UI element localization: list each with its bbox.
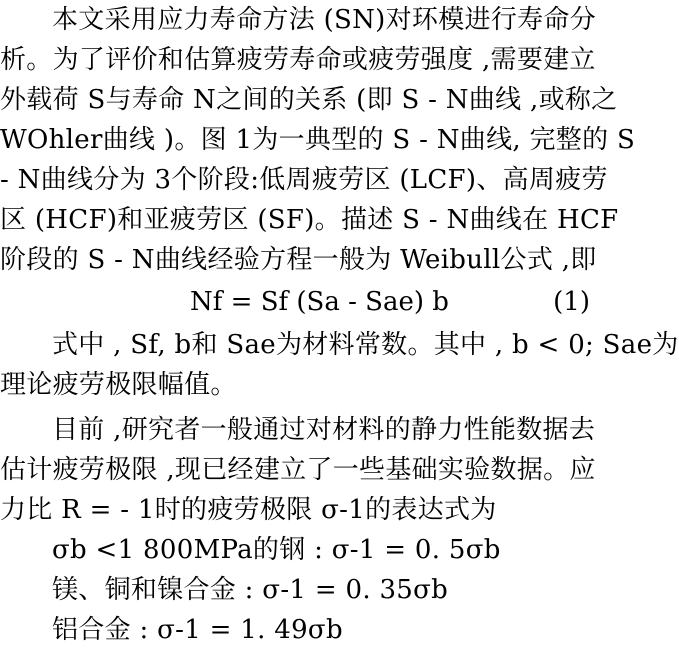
weibull-equation: Nf = Sf (Sa - Sae) b	[190, 287, 449, 317]
text-line	[0, 80, 618, 120]
formula-line	[0, 610, 600, 650]
text-line	[0, 160, 608, 200]
text-line	[0, 410, 600, 450]
line-text: 力比 R = - 1时的疲劳极限 σ-1的表达式为	[0, 495, 497, 525]
line-text: 本文采用应力寿命方法 (SN)对环模进行寿命分	[52, 5, 597, 35]
text-line	[0, 450, 600, 490]
formula-steel: σb <1 800MPa的钢 : σ-1 = 0. 5σb	[52, 535, 501, 565]
text-line	[0, 0, 600, 40]
formula-mg-cu-ni: 镁、铜和镍合金 : σ-1 = 0. 35σb	[52, 575, 449, 605]
line-text: 理论疲劳极限幅值。	[0, 370, 237, 400]
text-line	[0, 325, 679, 365]
line-text: 目前 ,研究者一般通过对材料的静力性能数据去	[52, 415, 596, 445]
line-text: 估计疲劳极限 ,现已经建立了一些基础实验数据。应	[0, 455, 596, 485]
line-text: - N曲线分为 3个阶段:低周疲劳区 (LCF)、高周疲劳	[0, 165, 608, 195]
line-text: 外载荷 S与寿命 N之间的关系 (即 S - N曲线 ,或称之	[0, 85, 618, 115]
text-line	[0, 490, 600, 530]
formula-line	[0, 530, 600, 570]
text-line	[0, 40, 600, 80]
text-line	[0, 120, 636, 160]
line-text: 阶段的 S - N曲线经验方程一般为 Weibull公式 ,即	[0, 245, 597, 275]
line-text: 析。为了评价和估算疲劳寿命或疲劳强度 ,需要建立	[0, 45, 596, 75]
line-text: 区 (HCF)和亚疲劳区 (SF)。描述 S - N曲线在 HCF	[0, 205, 619, 235]
equation-row	[0, 282, 600, 322]
text-line	[0, 240, 600, 280]
equation-number: (1)	[553, 287, 590, 317]
text-line	[0, 200, 619, 240]
line-text: 式中 , Sf, b和 Sae为材料常数。其中 , b < 0; Sae为	[52, 330, 679, 360]
text-line	[0, 365, 600, 405]
formula-aluminum: 铝合金 : σ-1 = 1. 49σb	[52, 615, 343, 645]
formula-line	[0, 570, 600, 610]
line-text: WOhler曲线 )。图 1为一典型的 S - N曲线, 完整的 S	[0, 125, 636, 155]
